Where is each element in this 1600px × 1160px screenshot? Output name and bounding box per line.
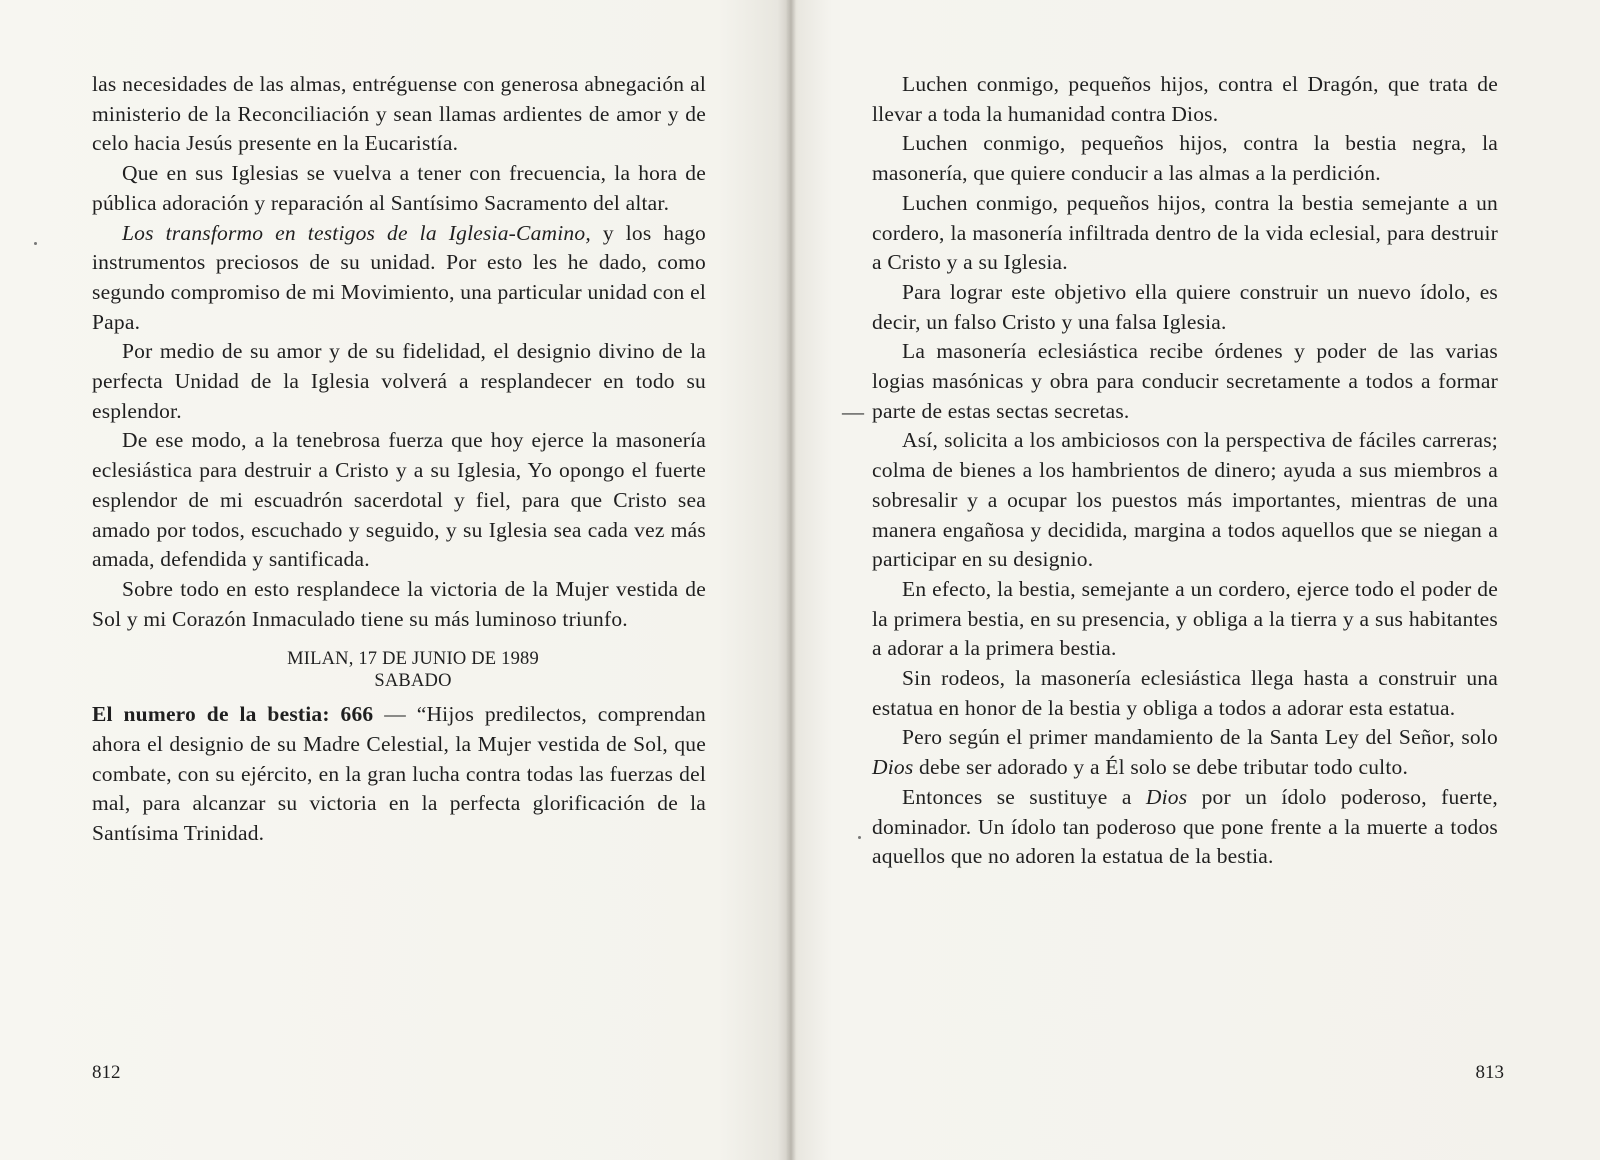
margin-mark: — xyxy=(842,399,865,424)
right-paragraph-8: Sin rodeos, la masonería eclesiástica llega hasta a construir una estatua en honor de la bestia y obliga a todos a adorar esta estatua. xyxy=(872,666,1498,720)
right-paragraph-5: La masonería eclesiástica recibe órdenes y poder de las varias logias masónicas y obra para conducir secretamente a todos a formar parte de estas sectas secretas. xyxy=(872,339,1498,423)
left-paragraph-5: De ese modo, a la tenebrosa fuerza que hoy ejerce la masonería eclesiástica para destruir a Cristo y a su Iglesia, Yo opongo el fuerte esplendor de mi escuadrón sacerdotal y fiel, para que Cristo sea amado por todos, escuchado y seguido, y su Iglesia sea cada vez más amada, defendida y santificada. xyxy=(92,428,706,572)
left-paragraph-2: Que en sus Iglesias se vuelva a tener con frecuencia, la hora de pública adoración y reparación al Santísimo Sacramento del altar. xyxy=(92,161,706,215)
left-paragraph-3 xyxy=(92,219,706,338)
paper-speck xyxy=(34,242,37,245)
left-paragraph-6: Sobre todo en esto resplandece la victoria de la Mujer vestida de Sol y mi Corazón Inmaculado tiene su más luminoso triunfo. xyxy=(92,576,706,631)
left-text-block xyxy=(92,70,706,849)
right-page xyxy=(796,0,1600,1160)
paper-speck xyxy=(858,836,861,839)
dateline-place: MILAN, 17 DE JUNIO DE 1989 xyxy=(287,649,539,670)
right-paragraph-9-b: debe ser adorado y a Él solo se debe tributar todo culto. xyxy=(913,755,1409,780)
section-heading: El numero de la bestia: 666 xyxy=(92,702,374,727)
right-paragraph-6: Así, solicita a los ambiciosos con la perspectiva de fáciles carreras; colma de bienes a los hambrientos de dinero; ayuda a sus miembros a sobresalir y a ocupar los puestos más importantes, mientras de una manera engañosa y decidida, margina a todos aquellos que se niegan a participar en su designio. xyxy=(872,428,1498,572)
right-paragraph-9 xyxy=(872,723,1498,782)
italic-dios-2: Dios xyxy=(1145,784,1188,809)
left-paragraph-1: las necesidades de las almas, entréguense con generosa abnegación al ministerio de la Reconciliación y sean llamas ardientes de amor y de celo hacia Jesús presente en la Eucaristía. xyxy=(92,72,706,156)
left-paragraph-7-rest: — “Hijos predilectos, comprendan ahora el designio de su Madre Celestial, la Mujer vestida de Sol, que combate, con su ejército, en la gran lucha contra todas las fuerzas del mal, para alcanzar su victoria en la perfecta glorificación de la Santísima Trinidad. xyxy=(92,702,706,846)
right-paragraph-10-a: Entonces se sustituye a xyxy=(902,784,1146,809)
italic-phrase: Los transformo en testigos de la Iglesia-Camino, xyxy=(122,220,591,245)
right-paragraph-2: Luchen conmigo, pequeños hijos, contra la bestia negra, la masonería, que quiere conducir a las almas a la perdición. xyxy=(872,131,1498,186)
page-number-left: 812 xyxy=(92,1062,121,1083)
page-number-right: 813 xyxy=(1475,1062,1504,1083)
right-paragraph-10-b: por un ídolo poderoso, fuerte, dominador. Un ídolo tan poderoso que pone frente a la muerte a todos aquellos que no adoren la estatua de la bestia. xyxy=(872,784,1498,869)
right-paragraph-1: Luchen conmigo, pequeños hijos, contra el Dragón, que trata de llevar a toda la humanidad contra Dios. xyxy=(872,72,1498,126)
right-text-block xyxy=(842,70,1498,872)
book-gutter xyxy=(786,0,796,1160)
italic-dios: Dios xyxy=(872,755,914,780)
dateline xyxy=(92,648,706,692)
left-paragraph-4: Por medio de su amor y de su fidelidad, el designio divino de la perfecta Unidad de la Iglesia volverá a resplandecer en todo su esplendor. xyxy=(92,339,706,423)
dateline-day: SABADO xyxy=(374,671,452,692)
left-page xyxy=(0,0,786,1160)
right-paragraph-7: En efecto, la bestia, semejante a un cordero, ejerce todo el poder de la primera bestia, en su presencia, y obliga a la tierra y a sus habitantes a adorar a la primera bestia. xyxy=(872,576,1498,661)
right-paragraph-10 xyxy=(872,783,1498,872)
right-paragraph-9-a: Pero según el primer mandamiento de la Santa Ley del Señor, solo xyxy=(902,725,1498,750)
right-paragraph-4: Para lograr este objetivo ella quiere construir un nuevo ídolo, es decir, un falso Cristo y una falsa Iglesia. xyxy=(872,279,1498,334)
left-paragraph-3-rest: y los hago instrumentos preciosos de su unidad. Por esto les he dado, como segundo compromiso de mi Movimiento, una particular unidad con el Papa. xyxy=(92,220,706,334)
right-paragraph-3: Luchen conmigo, pequeños hijos, contra la bestia semejante a un cordero, la masonería infiltrada dentro de la vida eclesial, para destruir a Cristo y a su Iglesia. xyxy=(872,190,1498,275)
left-paragraph-7 xyxy=(92,700,706,849)
